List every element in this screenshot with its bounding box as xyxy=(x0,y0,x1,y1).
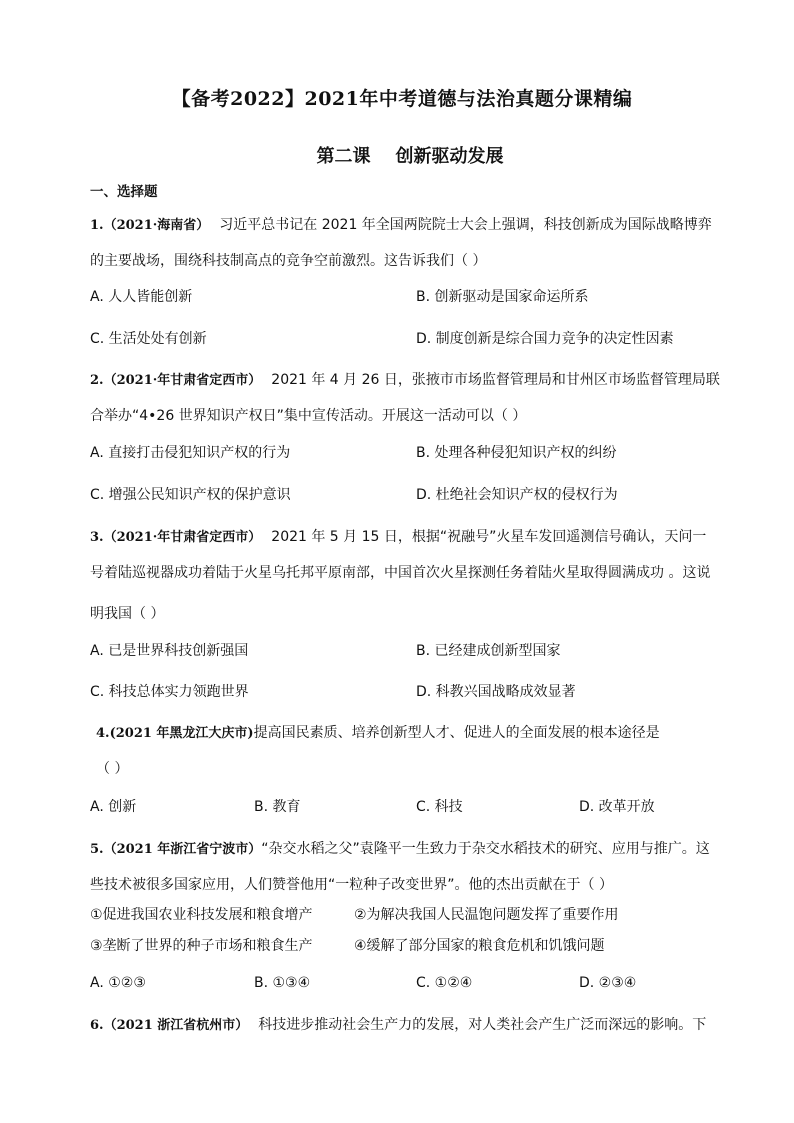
question-1-option-c: C. 生活处处有创新 xyxy=(90,331,207,347)
question-1-line-2: 的主要战场，围绕科技制高点的竞争空前激烈。这告诉我们（ ） xyxy=(90,253,487,269)
lesson-title: 第二课 创新驱动发展 xyxy=(316,146,504,167)
question-3-option-c: C. 科技总体实力领跑世界 xyxy=(90,684,249,700)
section-heading: 一、选择题 xyxy=(90,184,158,200)
question-3-text: 2021 年 5 月 15 日，根据“祝融号”火星车发回遥测信号确认，天问一 xyxy=(271,529,707,545)
question-3-option-a: A. 已是世界科技创新强国 xyxy=(90,643,249,659)
question-2-option-a: A. 直接打击侵犯知识产权的行为 xyxy=(90,445,291,461)
question-3-source: 3.（2021·年甘肃省定西市） xyxy=(90,530,262,545)
question-3-option-b: B. 已经建成创新型国家 xyxy=(416,643,561,659)
question-2-line-1 xyxy=(90,372,720,388)
question-5-option-c: C. ①②④ xyxy=(416,975,473,991)
question-2-option-d: D. 杜绝社会知识产权的侵权行为 xyxy=(416,487,618,503)
document-title: 【备考2022】2021年中考道德与法治真题分课精编 xyxy=(171,88,633,110)
question-2-option-b: B. 处理各种侵犯知识产权的纠纷 xyxy=(416,445,617,461)
question-2-text: 2021 年 4 月 26 日，张掖市市场监督管理局和甘州区市场监督管理局联 xyxy=(271,372,720,388)
question-6-source: 6.（2021 浙江省杭州市） xyxy=(90,1018,249,1033)
question-1-option-b: B. 创新驱动是国家命运所系 xyxy=(416,289,589,305)
question-1-line-1 xyxy=(90,218,710,232)
question-4-source: 4.(2021 年黑龙江大庆市) xyxy=(96,726,254,741)
question-1-source: 1.（2021·海南省） xyxy=(90,218,210,233)
question-3-line-1 xyxy=(90,530,710,544)
question-5-statement-4: ④缓解了部分国家的粮食危机和饥饿问题 xyxy=(354,938,605,954)
question-5-option-d: D. ②③④ xyxy=(579,975,637,991)
question-5-statement-1: ①促进我国农业科技发展和粮食增产 xyxy=(90,907,313,923)
question-4-line-1 xyxy=(96,726,716,740)
question-2-option-c: C. 增强公民知识产权的保护意识 xyxy=(90,487,291,503)
question-5-option-a: A. ①②③ xyxy=(90,975,146,991)
question-6-text: 科技进步推动社会生产力的发展，对人类社会产生广泛而深远的影响。下 xyxy=(258,1017,707,1033)
question-2-line-2: 合举办“4•26 世界知识产权日”集中宣传活动。开展这一活动可以（ ） xyxy=(90,408,527,424)
question-4-line-2: （ ） xyxy=(96,761,129,777)
question-4-option-a: A. 创新 xyxy=(90,799,137,815)
question-5-line-1 xyxy=(90,842,710,856)
question-4-text: 提高国民素质、培养创新型人才、促进人的全面发展的根本途径是 xyxy=(253,725,660,741)
question-3-line-3: 明我国（ ） xyxy=(90,606,165,622)
question-3-option-d: D. 科教兴国战略成效显著 xyxy=(416,684,576,700)
question-5-line-2: 些技术被很多国家应用，人们赞誉他用“一粒种子改变世界”。他的杰出贡献在于（ ） xyxy=(90,877,613,893)
question-4-option-d: D. 改革开放 xyxy=(579,799,655,815)
question-2-source: 2.（2021·年甘肃省定西市） xyxy=(90,373,262,388)
question-5-statement-2: ②为解决我国人民温饱问题发挥了重要作用 xyxy=(354,907,619,923)
question-3-line-2: 号着陆巡视器成功着陆于火星乌托邦平原南部，中国首次火星探测任务着陆火星取得圆满成功 。这说 xyxy=(90,565,711,581)
question-5-option-b: B. ①③④ xyxy=(254,975,311,991)
question-1-option-a: A. 人人皆能创新 xyxy=(90,289,193,305)
question-1-option-d: D. 制度创新是综合国力竞争的决定性因素 xyxy=(416,331,674,347)
question-6-line-1 xyxy=(90,1018,710,1032)
question-5-source: 5.（2021 年浙江省宁波市） xyxy=(90,842,262,857)
question-5-text: “杂交水稻之父”袁隆平一生致力于杂交水稻技术的研究、应用与推广。这 xyxy=(261,841,710,857)
question-4-option-b: B. 教育 xyxy=(254,799,301,815)
question-4-option-c: C. 科技 xyxy=(416,799,463,815)
question-1-text: 习近平总书记在 2021 年全国两院院士大会上强调，科技创新成为国际战略博弈 xyxy=(219,217,712,233)
question-5-statement-3: ③垄断了世界的种子市场和粮食生产 xyxy=(90,938,313,954)
